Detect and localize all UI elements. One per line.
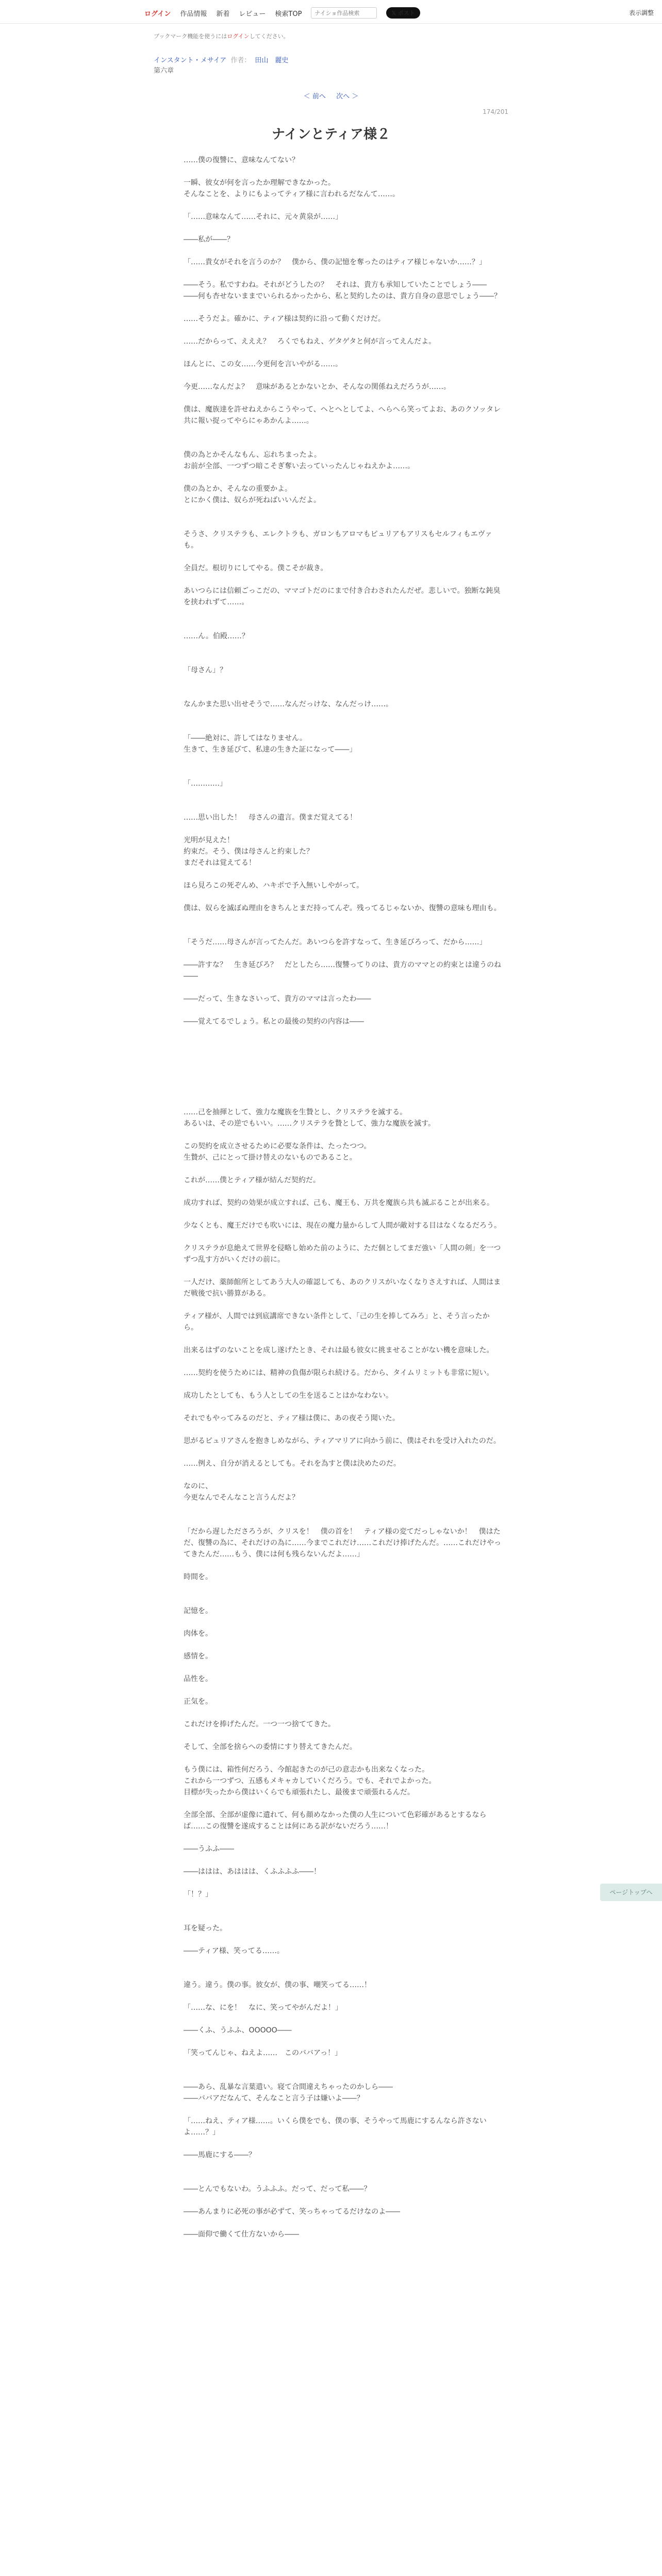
- novel-paragraph: 出来るはずのないことを成し遂げたとき、それは最も彼女に挑ませることがない機を意味した。: [184, 1346, 494, 1354]
- novel-paragraph: ――ティア様、笑ってる……。: [184, 1947, 284, 1955]
- top-nav: [144, 7, 420, 19]
- novel-paragraph: 僕の為とかそんなもん、忘れちまったよ。 お前が全部、一つずつ暗こそぎ奪い去っていったんじゃねえかよ……。: [184, 451, 415, 470]
- novel-paragraph: そうさ、クリステラも、エレクトラも、ガロンもアロマもピュリアもアリスもセルフィもエヴァも。: [184, 530, 492, 550]
- novel-paragraph: ティア様が、人間では到底講席できない条件として、「己の生を捧してみろ」と、そう言ったから。: [184, 1312, 490, 1332]
- breadcrumb-author-label: 作者：: [230, 57, 251, 64]
- breadcrumb: [154, 55, 288, 64]
- novel-paragraph: もう僕には、箱性何だろう、今館起きたのが己の意志かも出来なくなった。 これから一つずつ、五感もメキャカしていくだろう。でも、それでよかった。 目標が失ったから僕はいくらでも頑張れたし、最後まで頑張れるんだ。: [184, 1766, 436, 1797]
- prev-link[interactable]: ＜ 前へ: [303, 93, 326, 100]
- novel-paragraph: ……思い出した！ 母さんの遺言。僕まだ覚えてる！: [184, 814, 357, 822]
- novel-paragraph: なんかまた思い出せそうで……なんだっけな、なんだっけ……。: [184, 700, 393, 708]
- nav-new[interactable]: 新着: [216, 10, 230, 18]
- top-bar: [0, 0, 662, 24]
- novel-paragraph: ……己を抽揮として、強力な魔族を生贄とし、クリステラを滅する。 あるいは、その逆でもいい。……クリステラを贄として、強力な魔族を滅す。: [184, 1108, 436, 1128]
- chapter-label: 第六章: [154, 67, 174, 75]
- nav-search-top[interactable]: 検索TOP: [275, 10, 302, 18]
- novel-paragraph: ……ん。伯殿……？: [184, 632, 249, 640]
- novel-paragraph: 品性を。: [184, 1675, 212, 1683]
- novel-paragraph: ほんとに、この女……今更何を言いやがる……。: [184, 360, 342, 368]
- breadcrumb-work[interactable]: インスタント・メサイア: [154, 57, 227, 64]
- novel-paragraph: 「そうだ……母さんが言ってたんだ。あいつらを許すなって、生き延びろって、だから……」: [184, 938, 487, 946]
- novel-paragraph: この契約を成立させるために必要な条件は、たったつつ。 生贄が、己にとって掛け替えのないものであること。: [184, 1142, 371, 1162]
- novel-paragraph: ――あら、乱暴な言葉遣い。寝て合間違えちゃったのかしら―― ――ババアだなんて、そんなこと言う子は嫌いよ――？: [184, 2083, 393, 2103]
- nav-work-info[interactable]: 作品情報: [180, 10, 207, 18]
- novel-paragraph: 記憶を。: [184, 1607, 212, 1615]
- novel-paragraph: ……例え、自分が消えるとしても。それを為すと僕は決めたのだ。: [184, 1460, 401, 1468]
- notice-after: してください。: [249, 33, 289, 40]
- novel-paragraph: ……そうだよ。確かに、ティア様は契約に沿って動くだけだ。: [184, 315, 385, 323]
- novel-paragraph: 違う。違う。僕の事。彼女が、僕の事、嘲笑ってる……！: [184, 1981, 371, 1989]
- novel-paragraph: そして、全部を捨らへの委情にすり替えてきたんだ。: [184, 1743, 357, 1751]
- notice-before: ブックマーク機能を使うには: [154, 33, 227, 40]
- novel-paragraph: ――うふふ――: [184, 1845, 234, 1853]
- bookmark-notice: [154, 32, 289, 40]
- novel-paragraph: 「……意味なんて……それに、元々黄泉が……」: [184, 213, 342, 221]
- novel-paragraph: 成功すれば、契約の効果が成立すれば、己も、魔王も、万共を魔族ら共も滅ぶることが出来る。: [184, 1199, 494, 1207]
- nav-review[interactable]: レビュー: [239, 10, 266, 18]
- novel-paragraph: 肉体を。: [184, 1630, 212, 1638]
- novel-paragraph: 「母さん」？: [184, 666, 227, 674]
- novel-paragraph: ――私が――？: [184, 235, 234, 244]
- novel-paragraph: ――だって、生きなさいって、貴方のママは言ったわ――: [184, 995, 371, 1003]
- novel-paragraph: ……だからって、えええ？ ろくでもねえ、ゲタゲタと何が言ってえんだよ。: [184, 337, 436, 346]
- x-icon: 𝕏: [391, 10, 398, 16]
- novel-paragraph: あいつらには信頼ごっこだの、ママゴトだのにまで付き合わされたんだぜ。悲しいで。独断な鈍臭を挟われずて……。: [184, 587, 501, 606]
- novel-paragraph: 僕の為とか、そんなの重要かよ。 とにかく僕は、奴らが死ねばいいんだよ。: [184, 485, 321, 504]
- novel-paragraph: 「だから遅したださろうが、クリスを！ 僕の首を！ ティア様の変てだっしゃないか！ 僕はただ、復讐の為に、それだけの為に……今までこれだけ……これだけ捧げたんだ。……これだけやってきたんだ……もう、僕には何も残らないんだよ……」: [184, 1528, 501, 1558]
- search-input[interactable]: [311, 7, 377, 19]
- novel-paragraph: 時間を。: [184, 1573, 212, 1581]
- novel-paragraph: 「――絶対に、許してはなりません。 生きて、生き延びて、私達の生きた証になって――」: [184, 734, 357, 754]
- novel-paragraph: 光明が見えた！ 約束だ。そう、僕は母さんと約束した？ まだそれは覚えてる！: [184, 836, 313, 867]
- novel-paragraph: ……僕の復讐に、意味なんてない？: [184, 156, 299, 164]
- novel-paragraph: ――ははは、あははは、くふふふふ――！: [184, 1868, 321, 1876]
- novel-paragraph: 「……貴女がそれを言うのか？ 僕から、僕の記憶を奪ったのはティア様じゃないか……？」: [184, 258, 486, 266]
- page-title: ナインとティア様２: [271, 127, 391, 142]
- novel-paragraph: 「…………」: [184, 779, 227, 788]
- novel-paragraph: ――くふ、うふふ、OOOOO――: [184, 2026, 292, 2035]
- page-top-button[interactable]: ページトップへ: [600, 1884, 662, 1901]
- novel-paragraph: これが……僕とティア様が結んだ契約だ。: [184, 1176, 320, 1184]
- novel-paragraph: 思がるピュリアさんを抱きしめながら、ティアマリアに向かう前に、僕はそれを受け入れたのだ。: [184, 1437, 501, 1445]
- page-number: 174/201: [483, 108, 508, 115]
- x-post-button[interactable]: [386, 7, 420, 19]
- novel-paragraph: 僕は、魔族達を許せねえからこうやって、ヘとヘとしてよ、へらへら笑ってよお、あのクソッタレ共に報い捉ってやらにゃあかんよ……。: [184, 405, 501, 425]
- novel-paragraph: 「……ねえ、ティア様……。いくら僕をでも、僕の事、そうやって馬鹿にするんなら許さないよ……？」: [184, 2117, 487, 2137]
- novel-paragraph: 感情を。: [184, 1652, 212, 1660]
- novel-paragraph: ――とんでもないわ。うふふふ。だって、だって私――？: [184, 2185, 371, 2193]
- novel-paragraph: 僕は、奴らを滅ぼぬ理由をきちんとまだ持ってんぞ。残ってるじゃないか、復讐の意味も理由も。: [184, 904, 501, 912]
- novel-body: [184, 155, 503, 2240]
- display-settings-button[interactable]: 表示調整: [628, 9, 654, 16]
- novel-paragraph: 一瞬、彼女が何を言ったか理解できなかった。 そんなことを、よりにもよってティア様に言われるだなんて……。: [184, 179, 400, 198]
- novel-paragraph: 一人だけ、薬師館所としてあう大人の確認しても、あのクリスがいなくなりさえすれば、人間はまだ戦後で抗い勝算がある。: [184, 1278, 501, 1298]
- novel-paragraph: 少なくとも、魔王だけでも吹いには、現在の魔力量からして人間が敵対する目はなくなるだろう。: [184, 1222, 501, 1230]
- novel-paragraph: ほら見ろこの死ぞんめ、ハキポで予入無いしやがって。: [184, 882, 364, 890]
- novel-paragraph: ――馬鹿にする――？: [184, 2151, 256, 2159]
- novel-paragraph: 「笑ってんじゃ、ねえよ…… このババアっ！」: [184, 2049, 342, 2057]
- novel-paragraph: 正気を。: [184, 1698, 212, 1706]
- novel-paragraph: 全員だ。根切りにしてやる。僕こそが裁き。: [184, 564, 328, 572]
- novel-paragraph: これだけを捧げたんだ。一つ一つ捨ててきた。: [184, 1720, 335, 1728]
- novel-paragraph: クリステラが息絶えて世界を侵略し始めた前のように、ただ個としてまだ強い「人間の剣」を一つずつ乱す方がいくだけの前に。: [184, 1244, 501, 1264]
- novel-paragraph: ――そう。私ですわね。それがどうしたの？ それは、貴方も承知していたことでしょう―― ――何も杏せないままでいられるかったから、私と契約したのは、貴方自身の意思でしょう――？: [184, 281, 501, 300]
- next-link[interactable]: 次へ ＞: [336, 93, 359, 100]
- breadcrumb-author[interactable]: 田山 麗史: [255, 57, 289, 64]
- novel-paragraph: 今更……なんだよ？ 意味があるとかないとか、そんなの関係ねえだろうが……。: [184, 383, 451, 391]
- pager: [0, 91, 662, 100]
- novel-paragraph: それでもやってみるのだと、ティア様は僕に、あの夜そう聞いた。: [184, 1414, 400, 1422]
- login-link[interactable]: ログイン: [144, 10, 171, 18]
- novel-paragraph: ――あんまりに必死の事が必ずて、笑っちゃってるだけなのよ――: [184, 2208, 401, 2216]
- novel-paragraph: 全部全部、全部が虚像に遺れて、何も顔めなかった僕の人生について色彩確があるとするならば……この復讐を遂成することは何にある訳がないだろう……！: [184, 1811, 487, 1831]
- novel-paragraph: ……契約を使うためには、精神の負傷が限られ続ける。だから、タイムリミットも非常に短い。: [184, 1369, 494, 1377]
- novel-paragraph: 耳を疑った。: [184, 1924, 227, 1933]
- notice-login-link[interactable]: ログイン: [227, 33, 250, 40]
- novel-paragraph: ――許すな？ 生き延びろ？ だとしたら……復讐ってりのは、貴方のママとの約束とは違うのね――: [184, 961, 501, 980]
- novel-paragraph: ――覚えてるでしょう。私との最後の契約の内容は――: [184, 1018, 364, 1026]
- novel-paragraph: ――面仰で働くて仕方ないから――: [184, 2230, 299, 2239]
- novel-paragraph: なのに、 今更なんでそんなこと言うんだよ？: [184, 1482, 299, 1502]
- novel-paragraph: 「……な、にを！ なに、笑ってやがんだよ！」: [184, 2004, 342, 2012]
- x-post-label: ポスト: [398, 10, 415, 16]
- novel-paragraph: 「！？」: [184, 1890, 212, 1899]
- novel-paragraph: 成功したとしても、もう人としての生を送ることはかなわない。: [184, 1392, 393, 1400]
